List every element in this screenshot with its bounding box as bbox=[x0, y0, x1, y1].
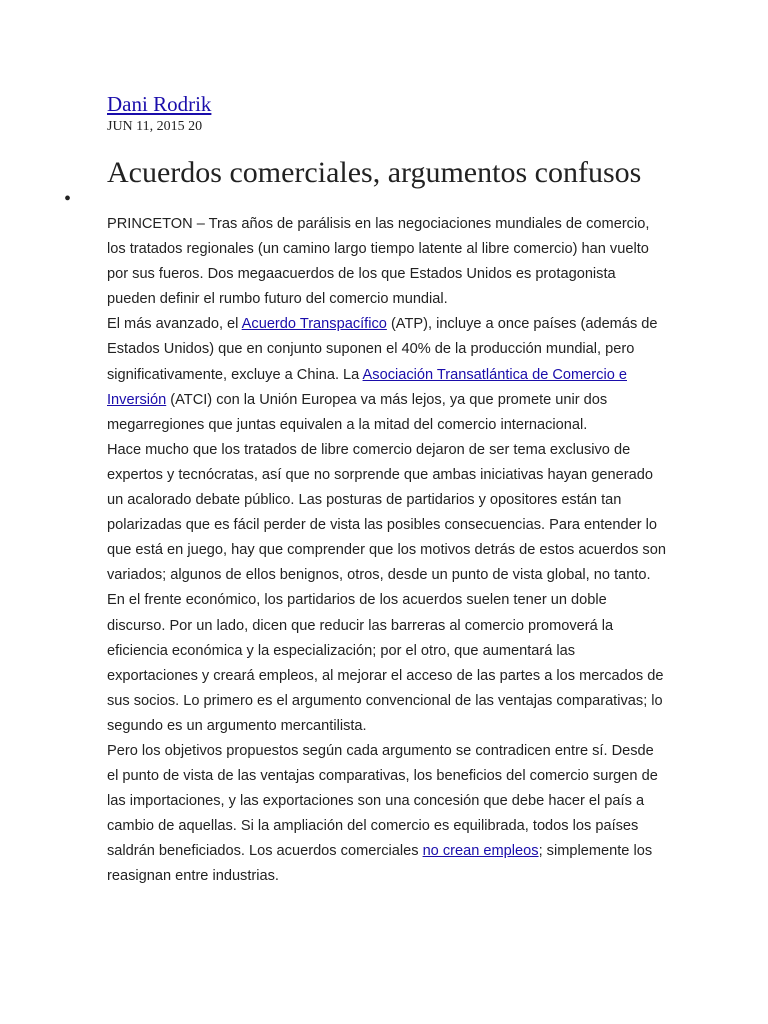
bullet-marker: • bbox=[64, 188, 72, 210]
paragraph-3: Hace mucho que los tratados de libre comercio dejaron de ser tema exclusivo de expertos y tecnócratas, así que no sorprende que ambas iniciativas hayan generado un acalorado debate público. Las posturas de partidarios y opositores están tan polarizadas que es fácil perder de vista las posibles consecuencias. Para entender lo que está en juego, hay que comprender que los motivos detrás de estos acuerdos son variados; algunos de ellos benignos, otros, desde un punto de vista global, no tanto. bbox=[107, 441, 666, 584]
paragraph-1: PRINCETON – Tras años de parálisis en las negociaciones mundiales de comercio, los tratados regionales (un camino largo tiempo latente al libre comercio) han vuelto por sus fueros. Dos megaacuerdos de los que Estados Unidos es protagonista pueden definir el rumbo futuro del comercio mundial. bbox=[107, 216, 650, 308]
acuerdo-transpacifico-link[interactable]: Acuerdo Transpacífico bbox=[241, 316, 387, 333]
publish-date: JUN 11, 2015 20 bbox=[107, 119, 203, 134]
no-crean-empleos-link[interactable]: no crean empleos bbox=[422, 843, 539, 860]
paragraph-5-text-2: ; simplemente los reasignan entre industrias. bbox=[107, 843, 653, 885]
paragraph-4: En el frente económico, los partidarios de los acuerdos suelen tener un doble discurso. Por un lado, dicen que reducir las barreras al comercio promoverá la eficiencia económica y la especialización; por el otro, que aumentará las exportaciones y creará empleos, al mejorar el acceso de las partes a los mercados de sus socios. Lo primero es el argumento convencional de las ventajas comparativas; lo segundo es un argumento mercantilista. bbox=[107, 592, 664, 734]
paragraph-2 bbox=[107, 312, 667, 437]
paragraph-5-text-1: Pero los objetivos propuestos según cada argumento se contradicen entre sí. Desde el punto de vista de las ventajas comparativas, los beneficios del comercio surgen de las importaciones, y las exportaciones son una concesión que debe hacer el país a cambio de aquellas. Si la ampliación del comercio es equilibrada, todos los países saldrán beneficiados. Los acuerdos comerciales bbox=[107, 742, 658, 860]
paragraph-2-text-2: (ATP), incluye a once países (además de Estados Unidos) que en conjunto suponen el 40% de la producción mundial, pero significativamente, excluye a China. La bbox=[107, 316, 658, 383]
paragraph-2-text-3: (ATCI) con la Unión Europea va más lejos, ya que promete unir dos megarregiones que juntas equivalen a la mitad del comercio internacional. bbox=[107, 391, 608, 433]
author-link[interactable]: Dani Rodrik bbox=[107, 92, 212, 116]
paragraph-5 bbox=[107, 739, 667, 890]
article-body bbox=[107, 212, 667, 890]
article-title: Acuerdos comerciales, argumentos confusos bbox=[107, 156, 642, 189]
paragraph-2-text-1: El más avanzado, el bbox=[107, 316, 242, 333]
atci-link[interactable]: Asociación Transatlántica de Comercio e Inversión bbox=[107, 366, 627, 408]
